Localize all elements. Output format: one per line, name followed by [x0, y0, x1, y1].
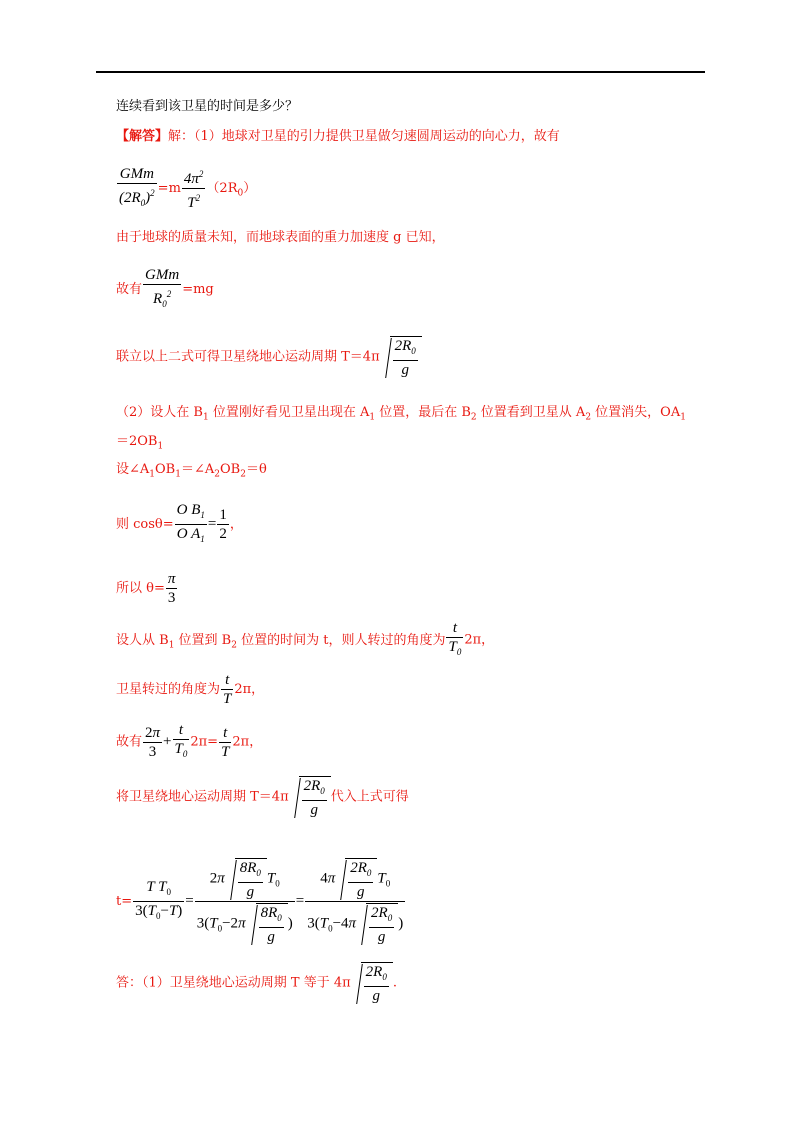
answer-line-5: 设$\angle A_1OB_1=\angle A_2OB_2=\theta$ [116, 462, 267, 480]
equation-3: 联立以上二式可得卫星绕地心运动周期 T＝4π $\frac{2R_0}{g}$ [116, 336, 422, 378]
final-answer-sqrt: $\frac{2R_0}{g}$ [351, 962, 393, 1004]
eq5-frac-ob: $\frac{O B_1}{O A_1}$ [175, 502, 207, 547]
eq2-frac: $\frac{\text{GMm}}{R_0^2}$ [143, 267, 181, 312]
equation-6: 所以 θ= $\frac{\pi}{3}$ [116, 571, 176, 606]
equation-5: 则 cosθ= $\frac{O B_1}{O A_1}$ = $\frac{1}{2}$ ， [116, 502, 243, 547]
eq9-frac-t-t: $\frac{t}{T}$ [221, 724, 230, 760]
equation-8: 卫星转过的角度为 $\frac{t}{T}$ 2π， [116, 672, 265, 707]
answer-text-1: 解：（1）地球对卫星的引力提供卫星做匀速圆周运动的向心力，故有 [168, 129, 560, 144]
answer-line-2: 由于地球的质量未知，而地球表面的重力加速度 g 已知， [116, 230, 445, 245]
eq5-frac-half: $\frac{1}{2}$ [219, 507, 227, 542]
equation-7: 设人从 $B_1$ 位置到 $B_2$ 位置的时间为 t，则人转过的角度为 $\frac{t}{T_0}$ 2π， [116, 620, 494, 660]
eq1-frac-4pi2: $\frac{4\pi^2}{T^2}$ [183, 169, 204, 211]
equation-10: 将卫星绕地心运动周期 T＝4π $\frac{2R_0}{g}$ 代入上式可得 [116, 778, 409, 818]
eq10-sqrt: $\frac{2R_0}{g}$ [289, 776, 331, 818]
eq8-frac: $\frac{t}{T}$ [223, 672, 232, 707]
eq11-frac-1: $\frac{T T_0}{3(T_0-T)}$ [133, 879, 184, 924]
equation-11: t= $\frac{T T_0}{3(T_0-T)}$ = 2π $\frac{8R_0}{g}$ $T_0$ $3(T_0-2\pi$ $\frac{8R_0}{g}$ ) = 4π $\frac{2R_0}{g}$ $T_0$ $3(T_0-4\pi$ $\frac{2R_0}{g}$ ) [116, 860, 404, 945]
header-rule [96, 71, 705, 73]
equation-1: $\frac{\text{GMm}}{(2R_0)^2}$ =m $\frac{4\pi^2}{T^2}$ $(2R_0)$ [119, 166, 257, 211]
eq7-frac: $\frac{t}{T_0}$ [446, 620, 463, 660]
eq9-frac-t-t0: $\frac{t}{T_0}$ [173, 722, 190, 762]
eq6-frac: $\frac{\pi}{3}$ [167, 571, 176, 606]
final-answer: 答：（1）卫星绕地心运动周期 T 等于 4π $\frac{2R_0}{g}$ . [116, 964, 397, 1004]
question-line: 连续看到该卫星的时间是多少？ [116, 99, 299, 114]
eq11-frac-3: 4π $\frac{2R_0}{g}$ $T_0$ $3(T_0-4\pi$ $\frac{2R_0}{g}$ ) [307, 860, 404, 945]
answer-label: 【解答】 [116, 129, 169, 144]
eq1-frac-gmm: $\frac{\text{GMm}}{(2R_0)^2}$ [117, 166, 157, 211]
answer-line-4a: （2）设人在 $B_1$ 位置刚好看见卫星出现在 $A_1$ 位置，最后在 $B_2$ 位置看到卫星从 $A_2$ 位置消失，$OA_1$ [116, 405, 686, 423]
eq3-sqrt: $\frac{2R_0}{g}$ [380, 336, 422, 378]
equation-9: 故有 $\frac{2\pi}{3}$ + $\frac{t}{T_0}$ 2π= $\frac{t}{T}$ 2π， [116, 722, 262, 762]
equation-2: 故有 $\frac{\text{GMm}}{R_0^2}$ =mg [116, 267, 214, 312]
answer-line-4b: $=2OB_1$ [116, 434, 164, 452]
eq11-frac-2: 2π $\frac{8R_0}{g}$ $T_0$ $3(T_0-2\pi$ $\frac{8R_0}{g}$ ) [196, 860, 293, 945]
eq9-frac-2pi3: $\frac{2\pi}{3}$ [145, 724, 161, 760]
answer-line-1 [116, 129, 560, 145]
